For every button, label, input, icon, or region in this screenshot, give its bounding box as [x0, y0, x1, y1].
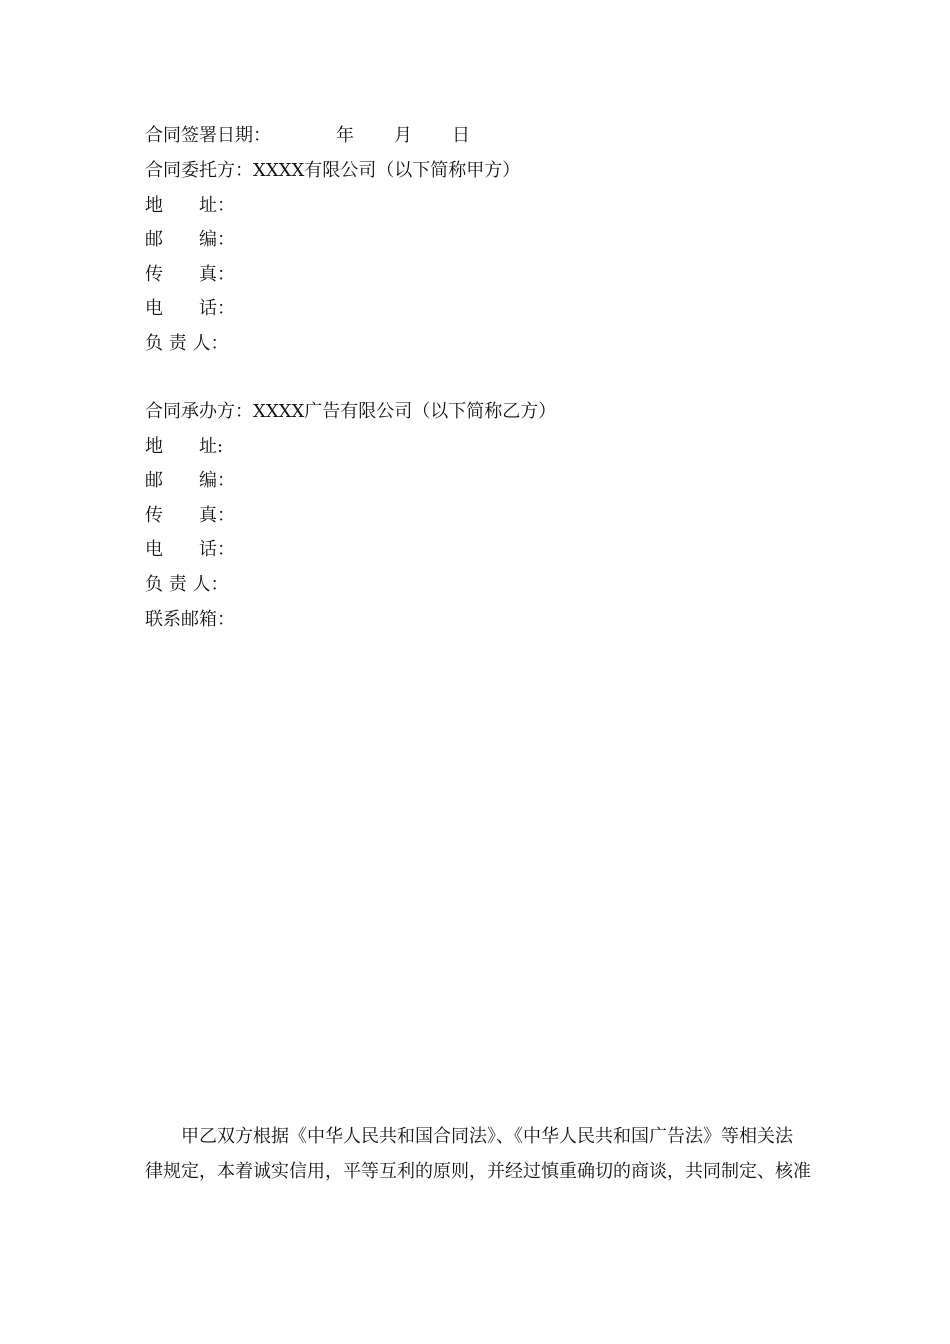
party-b-phone: 电 话： — [145, 539, 235, 560]
party-b-address: 地 址: — [145, 436, 224, 457]
party-b-email: 联系邮箱： — [145, 609, 235, 630]
party-a-contact: 负 责 人： — [145, 333, 229, 354]
party-a-heading: 合同委托方：XXXX有限公司（以下简称甲方） — [145, 160, 521, 181]
sign-date-day: 日 — [452, 125, 470, 146]
party-b-heading: 合同承办方：XXXX广告有限公司（以下简称乙方） — [145, 401, 557, 422]
party-a-fax: 传 真： — [145, 264, 235, 285]
party-a-postcode: 邮 编： — [145, 229, 235, 250]
party-b-postcode: 邮 编： — [145, 470, 235, 491]
sign-date-month: 月 — [394, 125, 412, 146]
party-a-address: 地 址： — [145, 195, 235, 216]
body-line-1: 甲乙双方根据《中华人民共和国合同法》、《中华人民共和国广告法》等相关法 — [145, 1126, 793, 1147]
party-a-phone: 电 话： — [145, 298, 235, 319]
sign-date-year: 年 — [336, 125, 354, 146]
sign-date-label: 合同签署日期： — [145, 125, 271, 146]
body-line-2: 律规定，本着诚实信用，平等互利的原则，并经过慎重确切的商谈，共同制定、核准 — [145, 1161, 811, 1182]
party-b-contact: 负 责 人： — [145, 574, 229, 595]
party-b-fax: 传 真： — [145, 505, 235, 526]
